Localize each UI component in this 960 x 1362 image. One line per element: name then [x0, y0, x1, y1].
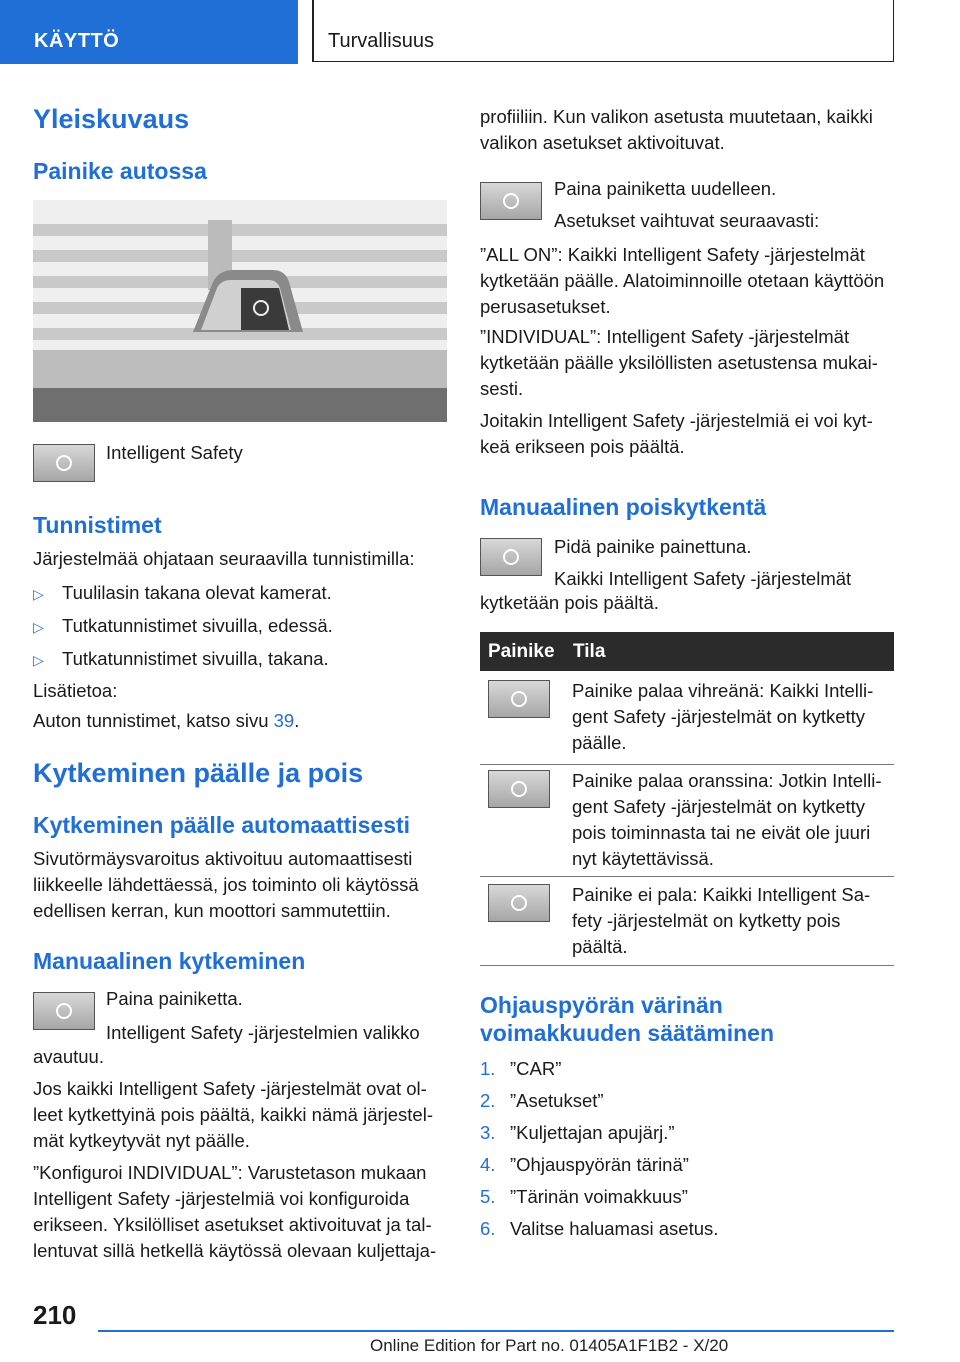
auto-line: Sivutörmäysvaroitus aktivoituu automaattisesti: [33, 848, 413, 869]
intelligent-safety-button-icon: [480, 538, 542, 576]
step-number: 5.: [480, 1186, 496, 1207]
table-cell: päältä.: [572, 936, 628, 957]
heading-on-off: Kytkeminen päälle ja pois: [33, 758, 364, 788]
button-orange-icon: [488, 770, 550, 808]
status-table-header: [480, 632, 894, 671]
button-off-icon: [488, 884, 550, 922]
allon-line: perusasetukset.: [480, 296, 611, 317]
auto-line: edellisen kerran, kun moottori sammutettiin.: [33, 900, 391, 921]
table-cell: nyt käytettävissä.: [572, 848, 714, 869]
table-cell: Painike palaa oranssina: Jotkin Intelli-: [572, 770, 882, 791]
all-off-result: kytketään pois päältä.: [480, 592, 659, 613]
intelligent-safety-button-icon: [33, 992, 95, 1030]
bullet-triangle-icon: ▷: [33, 586, 44, 602]
intelligent-safety-button-icon: [480, 182, 542, 220]
step-item: ”Asetukset”: [510, 1090, 604, 1111]
intelligent-safety-button-icon: [33, 444, 95, 482]
button-green-icon: [488, 680, 550, 718]
step-item: ”Ohjauspyörän tärinä”: [510, 1154, 689, 1175]
sensor-item: Tutkatunnistimet sivuilla, edessä.: [62, 615, 333, 636]
all-off-line: leet kytkettyinä pois päältä, kaikki nämä järjestel-: [33, 1104, 433, 1125]
bullet-triangle-icon: ▷: [33, 619, 44, 635]
edition-text: Online Edition for Part no. 01405A1F1B2 - X/20: [370, 1336, 729, 1355]
heading-manual-on: Manuaalinen kytkeminen: [33, 948, 306, 974]
config-line: ”Konfiguroi INDIVIDUAL”: Varustetason mukaan: [33, 1162, 427, 1183]
continued-line: profiiliin. Kun valikon asetusta muutetaan, kaikki: [480, 106, 873, 127]
chapter-tab[interactable]: [0, 0, 298, 64]
config-line: erikseen. Yksilölliset asetukset aktivoituvat ja tal-: [33, 1214, 432, 1235]
allon-line: kytketään päälle. Alatoiminnoille otetaan käyttöön: [480, 270, 885, 291]
heading-auto-on: Kytkeminen päälle automaattisesti: [33, 812, 411, 838]
bullet-triangle-icon: ▷: [33, 652, 44, 668]
individual-line: kytketään päälle yksilöllisten asetustensa mukai-: [480, 352, 878, 373]
heading-button-in-car: Painike autossa: [33, 158, 207, 184]
table-divider: [480, 965, 894, 966]
auto-line: liikkeelle lähdettäessä, jos toiminto oli käytössä: [33, 874, 419, 895]
allon-line: ”ALL ON”: Kaikki Intelligent Safety -järjestelmät: [480, 244, 865, 265]
table-cell: fety -järjestelmät on kytketty pois: [572, 910, 841, 931]
hold-button: Pidä painike painettuna.: [554, 536, 752, 557]
col-state: Tila: [573, 641, 606, 662]
step-number: 6.: [480, 1218, 496, 1239]
table-cell: Painike palaa vihreänä: Kaikki Intelli-: [572, 680, 874, 701]
step-number: 3.: [480, 1122, 496, 1143]
heading-overview: Yleiskuvaus: [33, 104, 190, 134]
table-cell: päälle.: [572, 732, 627, 753]
sensor-item: Tutkatunnistimet sivuilla, takana.: [62, 648, 329, 669]
step-number: 4.: [480, 1154, 496, 1175]
page-number: 210: [33, 1300, 77, 1330]
config-line: lentuvat sillä hetkellä käytössä olevaan kuljettaja-: [33, 1240, 437, 1261]
table-cell: Painike ei pala: Kaikki Intelligent Sa-: [572, 884, 871, 905]
settings-change: Asetukset vaihtuvat seuraavasti:: [554, 210, 820, 231]
chapter-label: KÄYTTÖ: [34, 30, 120, 52]
table-cell: pois toiminnasta tai ne eivät ole juuri: [572, 822, 871, 843]
heading-sensors: Tunnistimet: [33, 512, 162, 538]
sensor-item: Tuulilasin takana olevat kamerat.: [62, 582, 332, 603]
some-systems-line: Joitakin Intelligent Safety -järjestelmiä ei voi kyt-: [480, 410, 873, 431]
heading-manual-off: Manuaalinen poiskytkentä: [480, 494, 767, 520]
heading-vibration: voimakkuuden säätäminen: [480, 1020, 774, 1046]
menu-opens-line: avautuu.: [33, 1046, 104, 1067]
sensors-intro: Järjestelmää ohjataan seuraavilla tunnistimilla:: [33, 548, 415, 569]
step-item: ”Tärinän voimakkuus”: [510, 1186, 688, 1207]
press-again: Paina painiketta uudelleen.: [554, 178, 777, 199]
press-button: Paina painiketta.: [106, 988, 243, 1009]
table-cell: gent Safety -järjestelmät on kytketty: [572, 796, 866, 817]
section-header: [312, 0, 894, 62]
continued-line: valikon asetukset aktivoituvat.: [480, 132, 725, 153]
step-item: ”CAR”: [510, 1058, 562, 1079]
see-reference: Auton tunnistimet, katso sivu 39.: [33, 710, 300, 731]
table-divider: [480, 764, 894, 765]
page-link[interactable]: 39: [273, 710, 295, 731]
section-label: Turvallisuus: [328, 30, 434, 52]
individual-line: sesti.: [480, 378, 524, 399]
step-item: ”Kuljettajan apujärj.”: [510, 1122, 675, 1143]
step-number: 2.: [480, 1090, 496, 1111]
config-line: Intelligent Safety -järjestelmiä voi konfiguroida: [33, 1188, 410, 1209]
all-off-result: Kaikki Intelligent Safety -järjestelmät: [554, 568, 852, 589]
heading-vibration: Ohjauspyörän värinän: [480, 992, 723, 1018]
some-systems-line: keä erikseen pois päältä.: [480, 436, 685, 457]
all-off-line: Jos kaikki Intelligent Safety -järjestelmät ovat ol-: [33, 1078, 427, 1099]
step-item: Valitse haluamasi asetus.: [510, 1218, 719, 1239]
more-info-label: Lisätietoa:: [33, 680, 118, 701]
grille-photo: [33, 200, 447, 422]
col-button: Painike: [488, 641, 555, 662]
table-divider: [480, 876, 894, 877]
footer-rule: [98, 1330, 894, 1332]
all-off-line: mät kytkeytyvät nyt päälle.: [33, 1130, 250, 1151]
individual-line: ”INDIVIDUAL”: Intelligent Safety -järjestelmät: [480, 326, 850, 347]
table-cell: gent Safety -järjestelmät on kytketty: [572, 706, 866, 727]
step-number: 1.: [480, 1058, 496, 1079]
menu-opens-line: Intelligent Safety -järjestelmien valikko: [106, 1022, 420, 1043]
button-caption: Intelligent Safety: [106, 442, 243, 463]
